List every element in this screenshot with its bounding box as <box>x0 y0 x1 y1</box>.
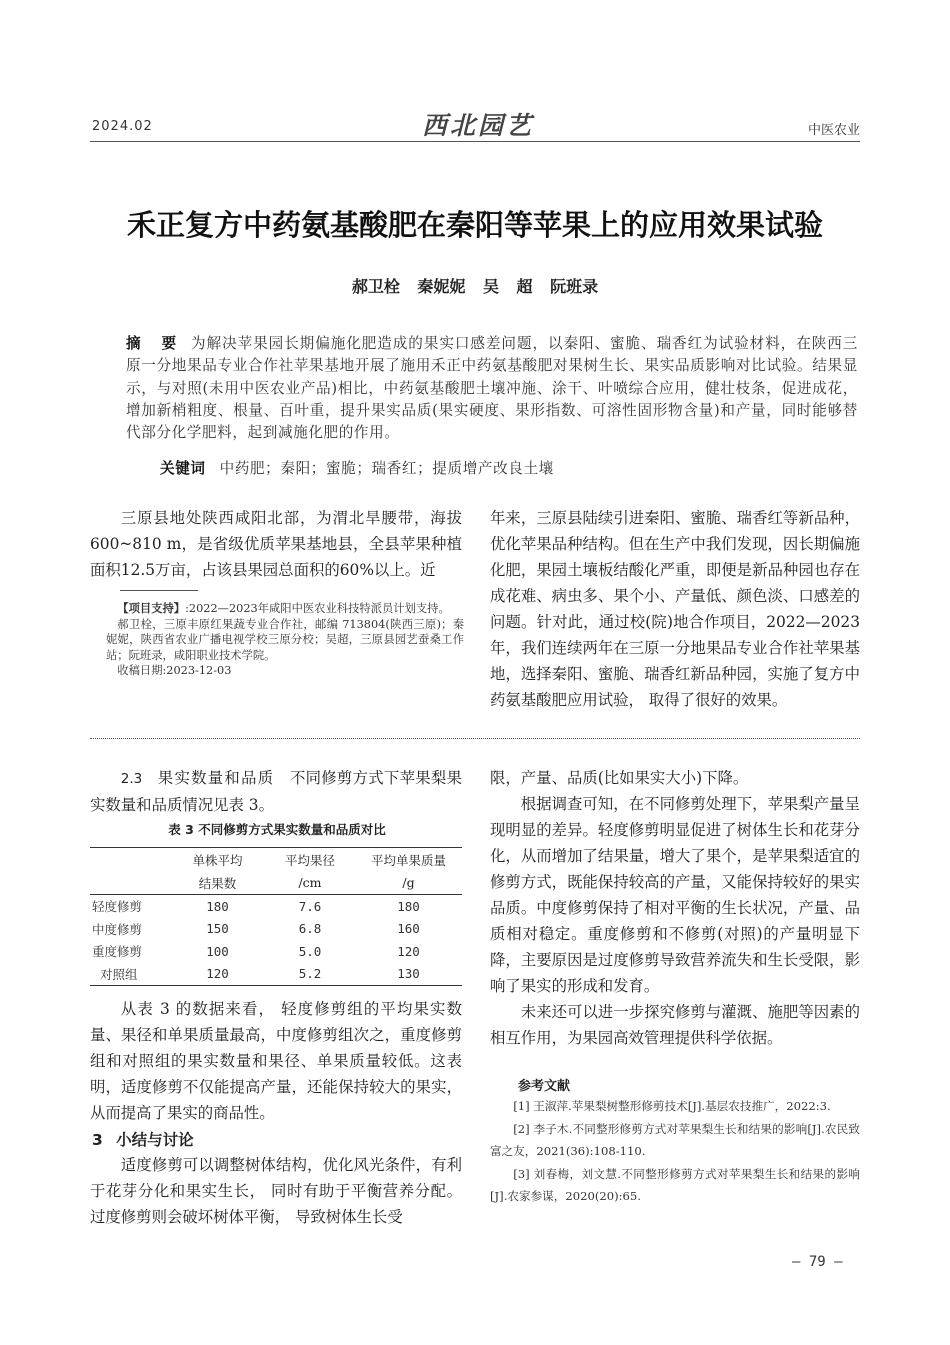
table-row <box>90 940 462 963</box>
table-header-cell: 单株平均 <box>170 848 265 872</box>
references-title: 参考文献 <box>518 1079 571 1094</box>
table-cell: 轻度修剪 <box>92 899 143 915</box>
footnote-rule <box>120 590 198 591</box>
footnote-project <box>106 601 464 617</box>
section-2-3-intro <box>90 765 462 818</box>
table-cell: 180 <box>397 898 420 914</box>
footnote-authors: 郝卫栓，三原丰原红果蔬专业合作社，邮编 713804(陕西三原)；秦妮妮，陕西省农业广播电视学校三原分校；吴超，三原县园艺蚕桑工作站；阮班录，咸阳职业技术学院。 <box>106 617 464 662</box>
keywords-label: 关键词 <box>160 460 206 477</box>
table-row <box>90 963 462 986</box>
author-list: 郝卫栓 秦妮妮 吴 超 阮班录 <box>351 277 599 296</box>
table-cell: 重度修剪 <box>92 944 143 960</box>
reference-item: [1] 王淑萍.苹果梨树整形修剪技术[J].基层农技推广，2022:3. <box>513 1099 831 1113</box>
footnote <box>106 601 464 679</box>
abstract-label: 摘 要 <box>126 335 178 352</box>
section-3-heading: 3 小结与讨论 <box>92 1131 194 1149</box>
fruit-quality-table <box>90 847 462 986</box>
table-cell: 6.8 <box>298 921 322 937</box>
abstract-text: 为解决苹果园长期偏施化肥造成的果实口感差问题，以秦阳、蜜脆、瑞香红为试验材料，在陕西三原一分地果品专业合作社苹果基地开展了施用禾正中药氨基酸肥对果树生长、果实品质影响对比试验。结果显示，与对照(未用中医农业产品)相比，中药氨基酸肥土壤冲施、涂干、叶喷综合应用，健壮枝条，促进成花，增加新梢粗度、根量、百叶重，提升果实品质(果实硬度、果形指数、可溶性固形物含量)和产量，同时能够替代部分化学肥料，起到减施化肥的作用。 <box>126 335 858 442</box>
abstract <box>126 333 858 444</box>
footnote-received: 收稿日期:2023-12-03 <box>117 664 232 677</box>
issue-date: 2024.02 <box>92 119 153 134</box>
table-discussion <box>90 996 462 1126</box>
table-header-cell <box>90 848 170 872</box>
table-header-cell: 平均果径 <box>265 848 355 872</box>
intro-left-column <box>90 505 462 583</box>
table-cell: 7.6 <box>298 898 322 914</box>
reference-item: [2] 李子木.不同整形修剪方式对苹果梨生长和结果的影响[J].农民致富之友，2021(36):108-110. <box>490 1121 860 1158</box>
table-cell: 130 <box>355 963 462 986</box>
intro-left-paragraph: 三原县地处陕西咸阳北部，为渭北旱腰带，海拔600~810 m，是省级优质苹果基地县，全县苹果种植面积12.5万亩，占该县果园总面积的60%以上。近 <box>90 509 462 579</box>
table-row <box>90 918 462 941</box>
table-header-cell: /g <box>355 871 462 895</box>
table-header-cell <box>90 871 170 895</box>
journal-logo: 西北园艺 <box>421 111 534 140</box>
section-2-3-number: 2.3 <box>120 771 143 787</box>
table-header-cell: /cm <box>265 871 355 895</box>
references-list <box>490 1095 860 1208</box>
table-caption: 表 3 不同修剪方式果实数量和品质对比 <box>168 822 386 837</box>
keywords-text: 中药肥；秦阳；蜜脆；瑞香红；提质增产改良土壤 <box>219 460 554 477</box>
table-cell: 中度修剪 <box>92 921 143 937</box>
table-discussion-paragraph: 从表 3 的数据来看， 轻度修剪组的平均果实数量、果径和单果质量最高，中度修剪组次之，重度修剪组和对照组的果实数量和果径、单果质量较低。这表明，适度修剪不仅能提高产量，还能保持较大的果实，从而提高了果实的商品性。 <box>90 1000 462 1122</box>
table-row <box>90 895 462 918</box>
table-header-row <box>90 871 462 895</box>
section-2-3-text: 不同修剪方式下苹果梨果实数量和品质情况见表 3。 <box>90 769 462 814</box>
section-3-right-paragraph-3: 未来还可以进一步探究修剪与灌溉、施肥等因素的相互作用，为果园高效管理提供科学依据。 <box>490 1003 860 1047</box>
table-cell: 120 <box>397 943 420 959</box>
table-header-cell: 平均单果质量 <box>355 848 462 872</box>
table-cell: 对照组 <box>90 963 170 986</box>
section-3-left <box>90 1152 462 1230</box>
section-2-3-title: 果实数量和品质 <box>157 769 275 787</box>
table-cell: 180 <box>206 898 229 914</box>
section-divider <box>90 738 860 739</box>
section-3-left-paragraph: 适度修剪可以调整树体结构，优化风光条件，有利于花芽分化和果实生长， 同时有助于平衡营养分配。过度修剪则会破坏树体平衡， 导致树体生长受 <box>90 1156 462 1226</box>
section-3-right-paragraph-1: 限，产量、品质(比如果实大小)下降。 <box>490 769 749 787</box>
section-2-3 <box>90 765 462 818</box>
reference-item: [3] 刘春梅，刘文慧.不同整形修剪方式对苹果梨生长和结果的影响[J].农家参谋，2020(20):65. <box>490 1166 860 1203</box>
footnote-project-label: 【项目支持】 <box>117 602 186 615</box>
intro-right-paragraph: 年来，三原县陆续引进秦阳、蜜脆、瑞香红等新品种，优化苹果品种结构。但在生产中我们发现，因长期偏施化肥，果园土壤板结酸化严重，即便是新品种园也存在成花难、病虫多、果个小、产量低、颜色淡、口感差的问题。针对此，通过校(院)地合作项目，2022—2023年，我们连续两年在三原一分地果品专业合作社苹果基地，选择秦阳、蜜脆、瑞香红新品种园，实施了复方中药氨基酸肥应用试验， 取得了很好的效果。 <box>490 509 860 709</box>
section-label: 中医农业 <box>807 123 860 138</box>
keywords <box>160 457 860 478</box>
table-header-cell: 结果数 <box>170 871 265 895</box>
table-header-row <box>90 848 462 872</box>
section-3-right-paragraph-2: 根据调查可知，在不同修剪处理下，苹果梨产量呈现明显的差异。轻度修剪明显促进了树体生长和花芽分化，从而增加了结果量，增大了果个，是苹果梨适宜的修剪方式，既能保持较高的产量，又能保持较好的果实品质。中度修剪保持了相对平衡的生长状况，产量、品质相对稳定。重度修剪和不修剪(对照)的产量明显下降，主要原因是过度修剪导致营养流失和生长受限，影响了果实的形成和发育。 <box>490 795 860 995</box>
table-cell: 5.2 <box>265 963 355 986</box>
table-cell: 160 <box>397 921 420 937</box>
article-title: 禾正复方中药氨基酸肥在秦阳等苹果上的应用效果试验 <box>126 208 823 242</box>
header-rule <box>90 141 860 142</box>
table-cell: 120 <box>170 963 265 986</box>
intro-right-column <box>490 505 860 713</box>
footnote-project-text: :2022—2023年咸阳中医农业科技特派员计划支持。 <box>185 602 450 615</box>
table-cell: 5.0 <box>298 943 322 959</box>
table-cell: 100 <box>206 943 229 959</box>
section-3-right <box>490 765 860 1051</box>
page-number: — 79 — <box>792 1254 843 1270</box>
table-cell: 150 <box>206 921 229 937</box>
